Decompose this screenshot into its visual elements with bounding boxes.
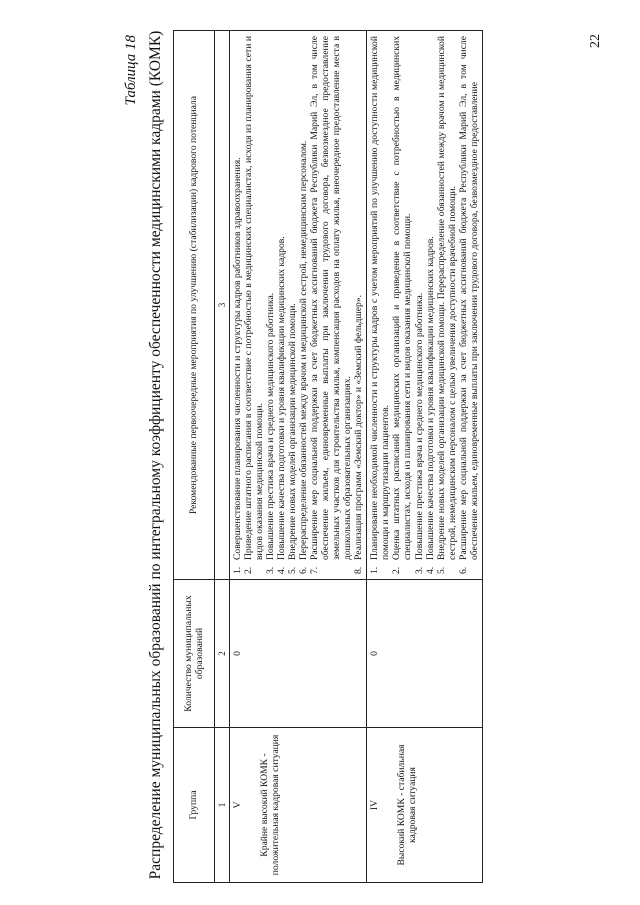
measure-item: [353, 36, 364, 574]
measure-text: Повышение качества подготовки и уровня квалификации медицинских кадров.: [424, 236, 436, 560]
measure-text: Расширение мер социальной поддержки за счет бюджетных ассигнований бюджета Республики Марий Эл, в том числе обеспечение жильем, единовременные выплаты при заключении трудового договора, безвозмездное предоставление земельных участков для строительства жилья, компенсация расходов на оплату жилья, внеочередное предоставление места в дошкольных образовательных организациях.: [309, 36, 354, 560]
measure-item: [298, 36, 309, 574]
measure-text: Повышение качества подготовки и уровня квалификации медицинских кадров.: [276, 236, 288, 560]
measures-list: [232, 36, 364, 574]
measure-item: [276, 36, 287, 574]
column-header-measures: Рекомендованные первоочередные мероприятия по улучшению (стабилизации) кадрового потенциала: [174, 31, 215, 580]
measure-item: [369, 36, 391, 574]
measure-item: [265, 36, 276, 574]
measure-number: 4.: [276, 566, 288, 574]
header-row: [174, 31, 215, 883]
measure-number: 3.: [413, 566, 425, 574]
measure-text: Реализация программ «Земский доктор» и «Земский фельдшер».: [353, 294, 365, 560]
measure-number: 8.: [353, 566, 365, 574]
measure-text: Повышение престижа врача и среднего медицинского работника.: [413, 292, 425, 560]
measure-item: [309, 36, 353, 574]
rotated-page-content: [115, 25, 615, 885]
page-number: 22: [588, 34, 603, 48]
measure-text: Оценка штатных расписаний медицинских организаций и приведение в соответствие с потребностью в медицинских специалистах, исходя из планирования сети и видов оказания медицинской помощи.: [391, 36, 414, 560]
measure-number: 6.: [298, 566, 310, 574]
table-row: [230, 31, 367, 883]
measure-number: 2.: [243, 566, 255, 574]
group-roman-numeral: V: [232, 801, 243, 809]
measure-text: Внедрение новых моделей организации медицинской помощи.: [287, 303, 299, 560]
column-number: 2: [215, 580, 230, 728]
measure-item: [391, 36, 413, 574]
measure-text: Повышение престижа врача и среднего медицинского работника.: [265, 292, 277, 560]
measure-number: 3.: [265, 566, 277, 574]
measure-text: Совершенствование планирования численности и структуры кадров работников здравоохранения.: [232, 157, 243, 560]
table-row: [367, 31, 482, 883]
column-header-group: Группа: [174, 728, 215, 883]
measures-cell: [367, 31, 482, 580]
measure-item: [436, 36, 458, 574]
count-cell: [367, 580, 482, 728]
measure-number: 5.: [287, 566, 299, 574]
group-roman-numeral: IV: [369, 799, 381, 811]
municipality-count: 0: [369, 651, 381, 656]
table-label: Таблица 18: [123, 35, 139, 106]
group-cell: [367, 728, 482, 883]
measure-text: Расширение мер социальной поддержки за счет бюджетных ассигнований бюджета Республики Марий Эл, в том числе обеспечение жильем, единовременные выплаты при заключении трудового договора, безвозмездное предоставление: [457, 36, 480, 560]
column-number-row: [215, 31, 230, 883]
measure-text: Планирование необходимой численности и структуры кадров с учетом мероприятий по улучшению доступности медицинской помощи и маршрутизации пациентов.: [369, 36, 392, 560]
column-number: 1: [215, 728, 230, 883]
measure-item: [232, 36, 243, 574]
group-name: Высокий КОМК - стабильная кадровая ситуация: [396, 744, 419, 866]
measure-text: Внедрение новых моделей организации медицинской помощи. Перераспределение обязанностей между врачом и медицинской сестрой, немедицинским персоналом с целью увеличения доступности врачебной помощи.: [435, 36, 458, 560]
komk-distribution-table: [173, 30, 483, 883]
measure-number: 1.: [232, 566, 243, 574]
measure-number: 6.: [457, 566, 469, 574]
measure-number: 4.: [424, 566, 436, 574]
measure-item: [425, 36, 436, 574]
column-number: 3: [215, 31, 230, 580]
municipality-count: 0: [232, 651, 243, 656]
measure-item: [287, 36, 298, 574]
measure-item: [458, 36, 480, 574]
measure-number: 5.: [435, 566, 447, 574]
group-cell: [230, 728, 367, 883]
measure-text: Приведение штатного расписания в соответствие с потребностью в медицинских специалистах, исходя из планирования сети и видов оказания медицинской помощи.: [243, 36, 266, 560]
measure-item: [243, 36, 265, 574]
measures-list: [369, 36, 479, 574]
measure-number: 2.: [391, 566, 403, 574]
measure-number: 7.: [309, 566, 321, 574]
measure-text: Перераспределение обязанностей между врачом и медицинской сестрой, немедицинским персоналом.: [298, 140, 310, 560]
count-cell: [230, 580, 367, 728]
column-header-count: Количество муниципальных образований: [174, 580, 215, 728]
measures-cell: [230, 31, 367, 580]
measure-number: 1.: [369, 566, 381, 574]
measure-item: [414, 36, 425, 574]
table-title: Распределение муниципальных образований по интегральному коэффициенту обеспеченности медицинскими кадрами (КОМК): [147, 30, 164, 880]
group-name: Крайне высокий КОМК - положительная кадровая ситуация: [259, 734, 282, 876]
